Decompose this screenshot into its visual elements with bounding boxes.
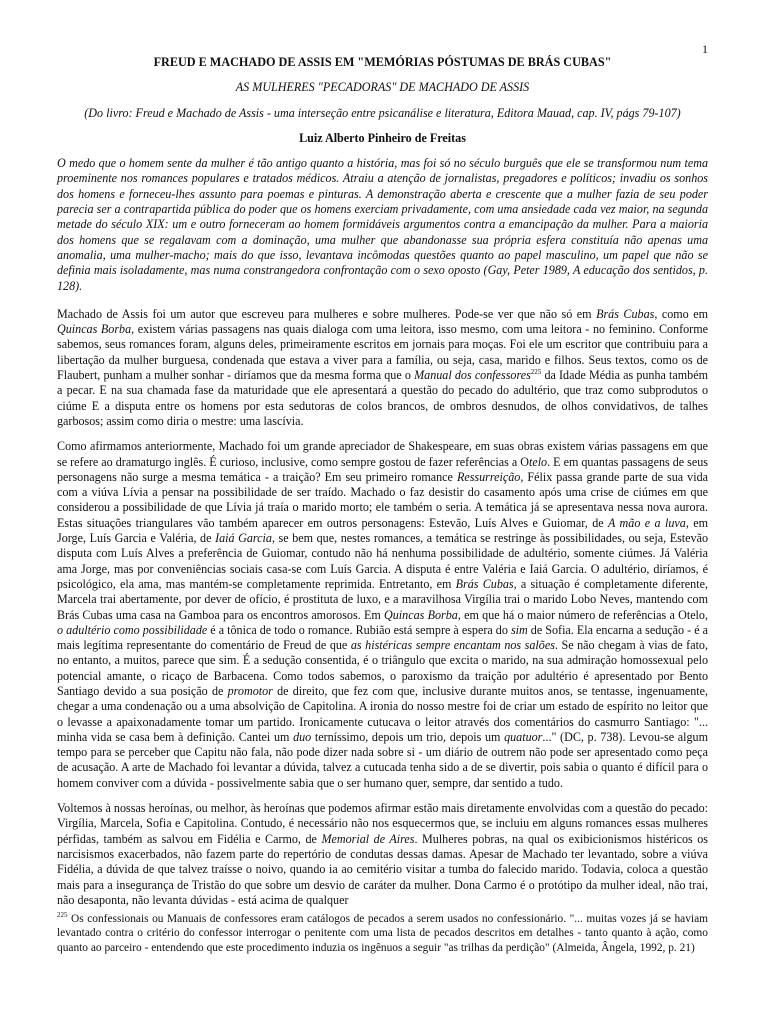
author-name: Luiz Alberto Pinheiro de Freitas bbox=[299, 130, 466, 145]
page-number: 1 bbox=[702, 42, 708, 56]
epigraph: O medo que o homem sente da mulher é tão antigo quanto a história, mas foi só no século burguês que ele se transformou num tema proeminente nos romances populares e tratados médicos. Atraiu a atenção de jornalistas, pregadores e políticos; invadiu os sonhos dos homens e forneceu-lhes assunto para poemas e pinturas. A demonstração aberta e crescente que a mulher fazia de seu poder parecia ser a contrapartida pública do poder que os homens exerciam privadamente, com uma ansiedade cada vez maior, na segunda metade do século XIX: um e outro forneceram ao homem formidáveis argumentos contra a emancipação da mulher. Para a maioria dos homens que se regalavam com a dominação, uma mulher que abandonasse sua própria esfera constituía não apenas uma anomalia, uma mulher-macho; mais do que isso, levantava incômodas questões quanto ao papel masculino, um papel que não se definia mais isoladamente, mas numa constrangedora confrontação com o sexo oposto (Gay, Peter 1989, A educação dos sentidos, p. 128). bbox=[57, 156, 708, 293]
paragraph-2: Como afirmamos anteriormente, Machado foi um grande apreciador de Shakespeare, em suas obras existem várias passagens em que se refere ao dramaturgo inglês. É curioso, inclusive, como sempre gostou de fazer referências a Otelo. E em quantas passagens de seus personagens não surge a mesma temática - a traição? Em seu primeiro romance Ressurreição, Félix passa grande parte de sua vida com a viúva Lívia a pensar na possibilidade de ser traído. Machado o faz desistir do casamento após uma crise de ciúmes em que considerou a possibilidade de que Lívia já traía o marido morto; ele também o seria. A temática já se apresentava nessa nova aurora. Estas situações triangulares vão também aparecer em outros personagens: Estevão, Luís Alves e Guiomar, de A mão e a luva, em Jorge, Luís Garcia e Valéria, de Iaiá Garcia, se bem que, nestes romances, a temática se restringe às possibilidades, ou seja, Estevão disputa com Luís Alves a preferência de Guiomar, contudo não há nenhuma possibilidade de adultério, somente ciúmes. Já Valéria ama Jorge, mas por conveniências sociais casa-se com Luís Garcia. A disputa é entre Valéria e Iaiá Garcia. O adultério, diríamos, é psicológico, ela ama, mas mantém-se completamente reprimida. Entretanto, em Brás Cubas, a situação é completamente diferente, Marcela trai abertamente, por dever de ofício, é prostituta de luxo, e a maravilhosa Virgília trai o marido Lobo Neves, mantendo com Brás Cubas uma casa na Gamboa para os encontros amorosos. Em Quincas Borba, em que há o maior número de referências a Otelo, o adultério como possibilidade é a tônica de todo o romance. Rubião está sempre à espera do sim de Sofia. Ela encarna a sedução - é a mais legítima representante do comentário de Freud de que as histéricas sempre encantam nos salões. Se não chegam à vias de fato, no entanto, a muitos, parece que sim. É a sedução consentida, é o triângulo que excita o marido, na sua admiração homossexual pelo potencial amante, o ricaço de Barbacena. Como todos sabemos, o paroxismo da traição por adultério é apresentado por Bento Santiago devido a sua posição de promotor de direito, que fez com que, inclusive durante muitos anos, se tentasse, ingenuamente, chegar a uma condenação ou a uma absolvição de Capitolina. A ironia do nosso mestre foi de criar um estado de espírito no leitor que o levasse a apaixonadamente tomar um partido. Ironicamente cutucava o leitor através dos comentários do casmurro Santiago: "... minha vida se casa bem à definição. Cantei um duo terníssimo, depois um trio, depois um quatuor..." (DC, p. 738). Levou-se algum tempo para se perceber que Capitu não fala, não pode dizer nada sobre si - um diário de outrem não pode ser apresentado como peça de acusação. A arte de Machado foi levantar a dúvida, talvez a cutucada tenha sido a de se divertir, pois sabia o quanto é difícil para o homem conviver com a dúvida - possivelmente sabia que o ser humano quer, sempre, dar sentido a tudo. bbox=[57, 439, 709, 790]
footnote-ref: 225 bbox=[530, 368, 542, 377]
footnote-number: 225 bbox=[57, 911, 68, 920]
footnote: $^{225}$ Os confessionais ou Manuais de confessores eram catálogos de pecados a serem usados no confessionário. "... muitas vozes já se haviam levantado contra o critério do confessor interrogar o penitente com uma lista de pecados descritos em detalhes - tanto quanto à ação, como quanto ao parceiro - entendendo que este procedimento induzia os ingênuos a seguir "as trilhas da perdição" (Almeida, Ângela, 1992, p. 21) bbox=[57, 911, 708, 954]
paragraph-3: Voltemos à nossas heroínas, ou melhor, às heroínas que podemos afirmar estão mais diretamente envolvidas com a questão do pecado: Virgília, Marcela, Sofia e Capitolina. Contudo, é necessário não nos esquecermos que, se incluiu em alguns romances essas mulheres pérfidas, também as salvou em Fidélia e Carmo, de Memorial de Aires. Mulheres pobras, na qual os exibicionismos histéricos os narcisismos exacerbados, não fazem parte do repertório de condutas dessas damas. Apesar de Machado ter levantado, sobre a viúva Fidélia, a dúvida de que talvez traísse o noivo, quando ia ao cemitério visitar a tumba do falecido marido. Todavia, coloca a questão mais para a insegurança de Tristão do que sobre um desvio de caráter da mulher. Dona Carmo é o protótipo da mulher ideal, não trai, não desaponta, não levanta dúvidas - está acima de qualquer bbox=[57, 801, 708, 907]
paragraph-1: Machado de Assis foi um autor que escreveu para mulheres e sobre mulheres. Pode-se ver que não só em Brás Cubas, como em Quincas Borba, existem várias passagens nas quais dialoga com uma leitora, isso mesmo, com uma leitora - no feminino. Conforme sabemos, seus romances foram, alguns deles, primeiramente escritos em jornais para moças. Foi ele um escritor que contribuiu para a libertação da mulher burguesa, condenada que estava a viver para a família, ou seja, casa, marido e filhos. Seus textos, como os de Flaubert, punham a mulher sonhar - diríamos que da mesma forma que o Manual dos confessores$^{225}$ da Idade Média as punha também a pecar. E na sua chamada fase da maturidade que ele apresentará a questão do pecado do adultério, que traz como subprodutos o ciúme E a disputa entre os homens por esta sedutoras de colos brancos, de ombros desnudos, de olhos convidativos, de talhes garbosos; assim como diria o mestre: uma lascívia. bbox=[57, 306, 708, 428]
document-title: FREUD E MACHADO DE ASSIS EM "MEMÓRIAS PÓSTUMAS DE BRÁS CUBAS" bbox=[153, 55, 612, 69]
document-subtitle: AS MULHERES "PECADORAS" DE MACHADO DE ASSIS bbox=[235, 80, 530, 95]
source-citation: (Do livro: Freud e Machado de Assis - uma interseção entre psicanálise e literatura, Editora Mauad, cap. IV, págs 79-107) bbox=[84, 105, 681, 120]
document-page bbox=[57, 40, 708, 955]
